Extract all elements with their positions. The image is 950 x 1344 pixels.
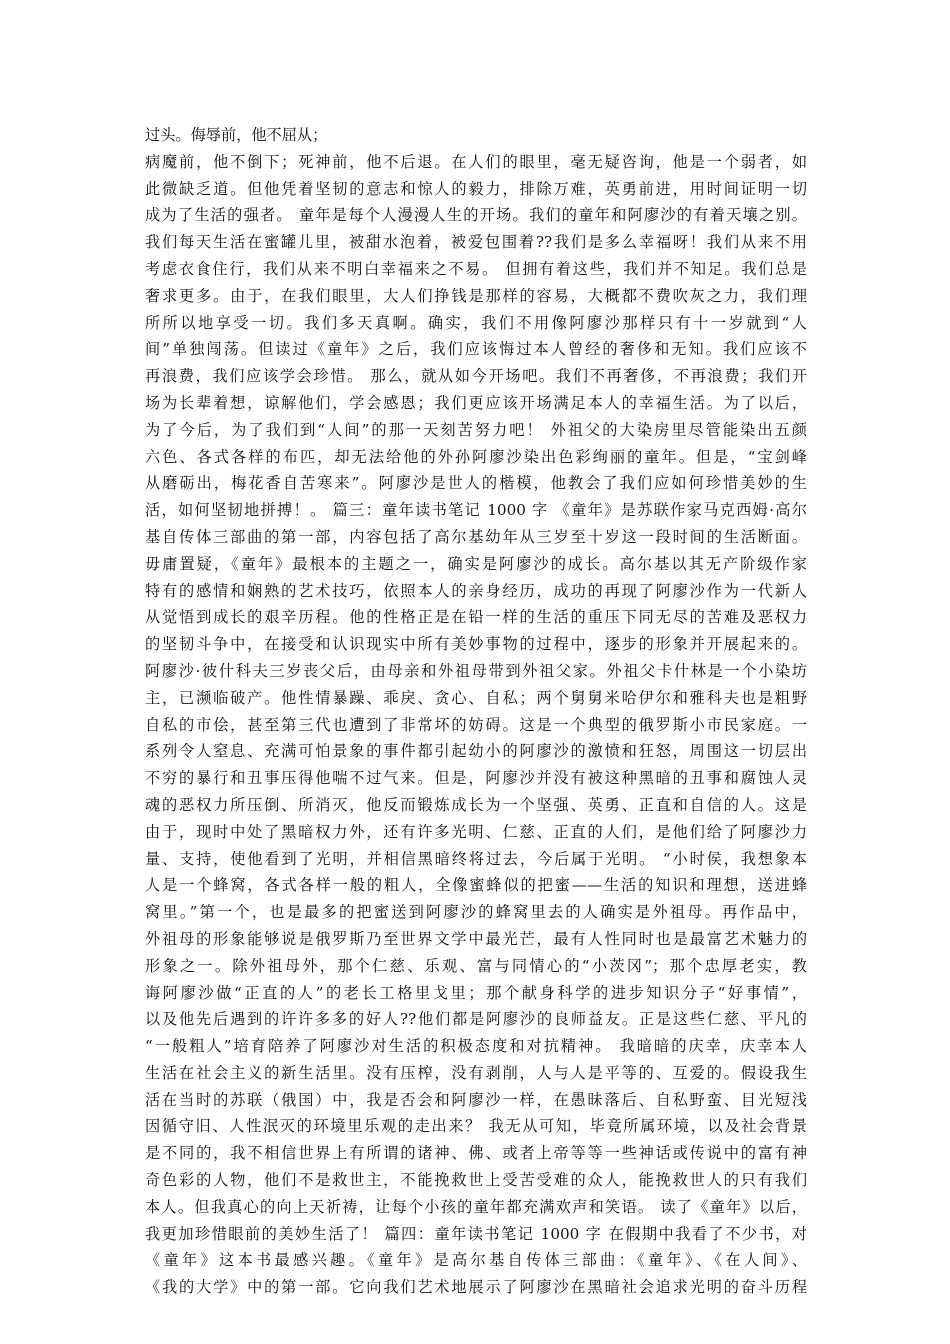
text-line: 活在当时的苏联（俄国）中，我是否会和阿廖沙一样，在愚昧落后、自私野蛮、目光短浅 xyxy=(145,1090,807,1109)
text-line: 成为了生活的强者。 童年是每个人漫漫人生的开场。我们的童年和阿廖沙的有着天壤之别。 xyxy=(145,206,807,225)
text-line: 考虑衣食住行，我们从来不明白幸福来之不易。 但拥有着这些，我们并不知足。我们总是 xyxy=(145,259,807,278)
text-line: 人是一个蜂窝，各式各样一般的粗人，全像蜜蜂似的把蜜——生活的知识和理想，送进蜂 xyxy=(145,876,807,895)
text-line: 系列令人窒息、充满可怕景象的事件都引起幼小的阿廖沙的激愤和狂怒，周围这一切层出 xyxy=(145,742,807,761)
text-line: 毋庸置疑，《童年》最根本的主题之一，确实是阿廖沙的成长。高尔基以其无产阶级作家 xyxy=(145,554,807,573)
text-line: 不穷的暴行和丑事压得他喘不过气来。但是，阿廖沙并没有被这种黑暗的丑事和腐蚀人灵 xyxy=(145,769,807,788)
text-line: 生活在社会主义的新生活里。没有压榨，没有剥削，人与人是平等的、互爱的。假设我生 xyxy=(145,1063,807,1082)
text-line: 量、支持，使他看到了光明，并相信黑暗终将过去，今后属于光明。 “小时侯，我想象本 xyxy=(145,849,807,868)
text-line: 自私的市侩，甚至第三代也遭到了非常坏的妨碍。这是一个典型的俄罗斯小市民家庭。一 xyxy=(145,715,807,734)
text-line: 窝里。”第一个，也是最多的把蜜送到阿廖沙的蜂窝里去的人确实是外祖母。再作品中， xyxy=(145,903,807,922)
text-line: 由于，现时中处了黑暗权力外，还有许多光明、仁慈、正直的人们，是他们给了阿廖沙力 xyxy=(145,822,807,841)
text-line: 《我的大学》中的第一部。它向我们艺术地展示了阿廖沙在黑暗社会追求光明的奋斗历程 xyxy=(145,1278,807,1297)
text-line: 场为长辈着想，谅解他们，学会感恩；我们更应该开场满足本人的幸福生活。为了以后， xyxy=(145,393,807,412)
text-line: 过头。侮辱前，他不屈从； xyxy=(145,126,328,144)
text-line: “一般粗人”培育陪养了阿廖沙对生活的积极态度和对抗精神。 我暗暗的庆幸，庆幸本人 xyxy=(145,1037,807,1056)
text-line: 特有的感情和娴熟的艺术技巧，依照本人的亲身经历，成功的再现了阿廖沙作为一代新人 xyxy=(145,581,807,600)
text-line: 为了今后，为了我们到“人间”的那一天刻苦努力吧！ 外祖父的大染房里尽管能染出五颜 xyxy=(145,420,807,439)
text-line: 我们每天生活在蜜罐儿里，被甜水泡着，被爱包围着??我们是多么幸福呀！我们从来不用 xyxy=(145,233,807,252)
text-line: 所所以地享受一切。我们多天真啊。确实，我们不用像阿廖沙那样只有十一岁就到“人 xyxy=(145,313,807,332)
text-line: 阿廖沙·彼什科夫三岁丧父后，由母亲和外祖母带到外祖父家。外祖父卡什林是一个小染坊 xyxy=(145,661,807,680)
text-line: 奢求更多。由于，在我们眼里，大人们挣钱是那样的容易，大概都不费吹灰之力，我们理 xyxy=(145,286,807,305)
text-line: 主，已濒临破产。他性情暴躁、乖戾、贪心、自私；两个舅舅米哈伊尔和雅科夫也是粗野 xyxy=(145,688,807,707)
text-line: 基自传体三部曲的第一部，内容包括了高尔基幼年从三岁至十岁这一段时间的生活断面。 xyxy=(145,527,807,546)
text-line: 六色、各式各样的布匹，却无法给他的外孙阿廖沙染出色彩绚丽的童年。但是，“宝剑峰 xyxy=(145,447,807,466)
text-line: 诲阿廖沙做“正直的人”的老长工格里戈里；那个献身科学的进步知识分子“好事情”， xyxy=(145,983,807,1002)
text-line: 奇色彩的人物，他们不是救世主，不能挽救世上受苦受难的众人，能挽救世人的只有我们 xyxy=(145,1171,807,1190)
text-line: 此微缺乏道。但他凭着坚韧的意志和惊人的毅力，排除万难，英勇前进，用时间证明一切 xyxy=(145,179,807,198)
text-line: 《童年》这本书最感兴趣。《童年》是高尔基自传体三部曲：《童年》、《在人间》、 xyxy=(145,1251,807,1270)
text-line: 间”单独闯荡。但读过《童年》之后，我们应该悔过本人曾经的奢侈和无知。我们应该不 xyxy=(145,340,807,359)
text-line: 是不同的，我不相信世界上有所谓的诸神、佛、或者上帝等等一些神话或传说中的富有神 xyxy=(145,1144,807,1163)
document-body xyxy=(145,122,807,1301)
text-line: 因循守旧、人性泯灭的环境里乐观的走出来？ 我无从可知，毕竟所属环境，以及社会背景 xyxy=(145,1117,807,1136)
text-line: 形象之一。除外祖母外，那个仁慈、乐观、富与同情心的“小茨冈”；那个忠厚老实，教 xyxy=(145,956,807,975)
text-line: 魂的恶权力所压倒、所消灭，他反而锻炼成长为一个坚强、英勇、正直和自信的人。这是 xyxy=(145,795,807,814)
text-line: 我更加珍惜眼前的美妙生活了！ 篇四：童年读书笔记 1000 字 在假期中我看了不少书，对 xyxy=(145,1224,807,1243)
text-line: 病魔前，他不倒下；死神前，他不后退。在人们的眼里，毫无疑咨询，他是一个弱者，如 xyxy=(145,152,807,171)
text-line: 再浪费，我们应该学会珍惜。 那么，就从如今开场吧。我们不再奢侈，不再浪费；我们开 xyxy=(145,367,807,386)
text-line: 以及他先后遇到的许许多多的好人??他们都是阿廖沙的良师益友。正是这些仁慈、平凡的 xyxy=(145,1010,807,1029)
text-line: 的坚韧斗争中，在接受和认识现实中所有美妙事物的过程中，逐步的形象并开展起来的。 xyxy=(145,635,807,654)
text-line: 从觉悟到成长的艰辛历程。他的性格正是在铅一样的生活的重压下同无尽的苦难及恶权力 xyxy=(145,608,807,627)
text-line: 本人。但我真心的向上天祈祷，让每个小孩的童年都充满欢声和笑语。 读了《童年》以后， xyxy=(145,1197,807,1216)
text-line: 从磨砺出，梅花香自苦寒来”。阿廖沙是世人的楷模，他教会了我们应如何珍惜美妙的生 xyxy=(145,474,807,493)
text-line: 活，如何坚韧地拼搏！。 篇三：童年读书笔记 1000 字 《童年》是苏联作家马克西姆·高尔 xyxy=(145,501,807,520)
text-line: 外祖母的形象能够说是俄罗斯乃至世界文学中最光芒，最有人性同时也是最富艺术魅力的 xyxy=(145,929,807,948)
